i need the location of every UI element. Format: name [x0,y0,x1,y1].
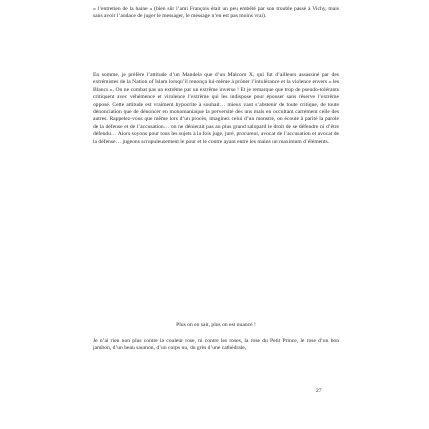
paragraph-text: Je n’ai rien non plus contre la couleur rose, ni contre les roses, la rose du Petit Prince, le rose d’un bon jambon, d’un beau saumon, d’un corps nu, du grès d’une cathédrale, [93,338,339,352]
paragraph-text: En somme, je préfère l’attitude d’un Mandela que d’un Malcom X, qui fut d’ailleurs assassiné par des extrémistes de la Nation of Islam lorsqu’il renonça lui-même à prôner l’intolérance et la violence envers « les Blancs ». On ne combat pas un extrême par un extrême inverse ! Et je remarque que trop de pseudo-tolérants critiquent avec véhémence et virulence l’extrême qui les indispose pour épouser sans réserve l’extrême opposé. Cette attitude est vraiment hypocrite à souhait… mieux vaut s’abstenir de toute critique, de toute dénonciation que de dénoncer en monomaniaque la perversité des uns mais en occultant carrément celle des autres. Rappelez-vous que même lors d’un procès, imaginez celui d’un monstre, on écoute à parité la parole de la défense et de l’accusation… on ne dénierait pas au plus grand salopard le droit de se défendre ni d’être défendu… Alors soyons pour tous les sujets à la fois juge, juré, procureur, avocat de l’accusation et avocat de la défense… jugeons scrupuleusement le pour et le contre ayant entre les mains un maximum d’éléments. [93,72,339,145]
paragraph-closing [93,338,339,353]
section-heading: Plus on en sait, plus on est nuancé ! [176,322,256,328]
paragraph-main [93,72,339,146]
page-number: 27 [316,388,322,394]
paragraph-text: « l’entretien de la haine » (bien sûr l’ami François était un peu embêté par son trouble passé à Vichy, mais sans avoir l’audace de juger le messager, le message n’en est pas moins vrai). [93,6,339,20]
paragraph-intro [93,6,339,21]
